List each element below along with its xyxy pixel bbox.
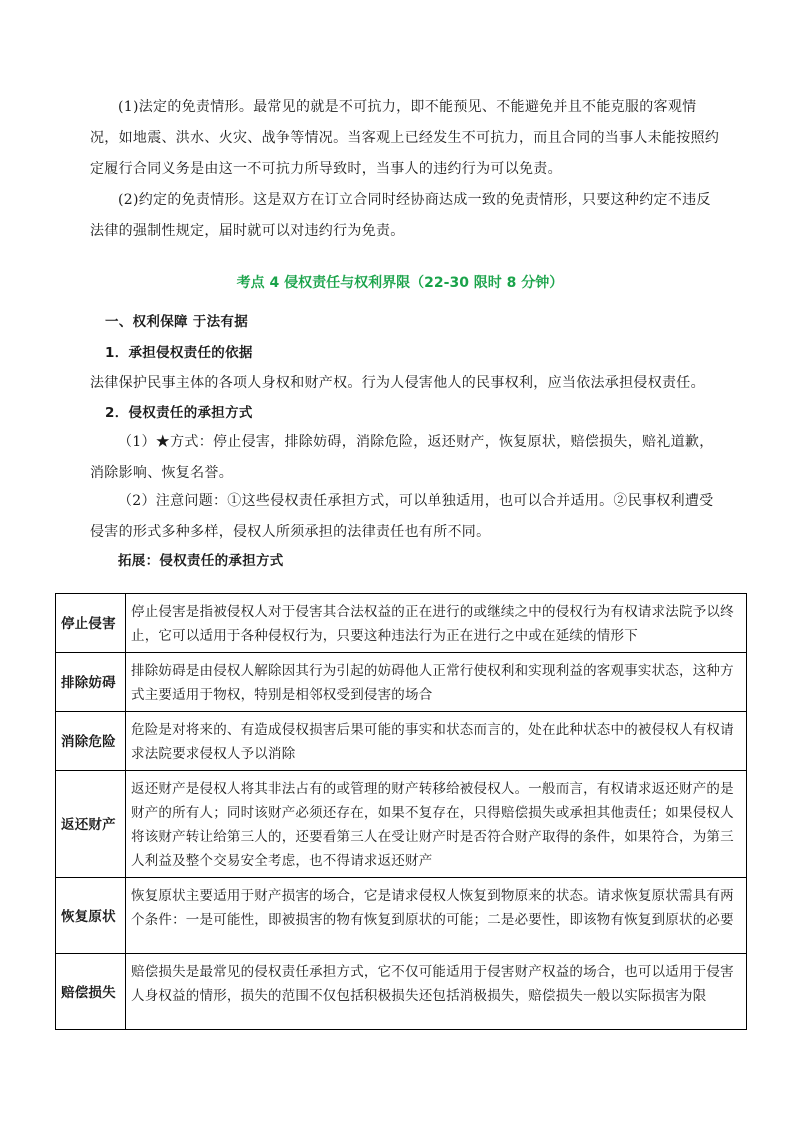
- method-name-cell: 恢复原状: [56, 878, 126, 954]
- heading-rights-protection: 一、权利保障 于法有据: [105, 314, 248, 330]
- table-row: [56, 878, 747, 954]
- method-desc-cell: 排除妨碍是由侵权人解除因其行为引起的妨碍他人正常行使权利和实现利益的客观事实状态，这种方式主要适用于物权，特别是相邻权受到侵害的场合: [126, 653, 747, 712]
- method-name-cell: 消除危险: [56, 712, 126, 771]
- method-name-cell: 赔偿损失: [56, 954, 126, 1030]
- table-row: [56, 954, 747, 1030]
- paragraph-agreed-exemption: (2)约定的免责情形。这是双方在订立合同时经协商达成一致的免责情形，只要这种约定不违反法律的强制性规定，届时就可以对违约行为免责。: [90, 192, 711, 239]
- method-name-cell: 排除妨碍: [56, 653, 126, 712]
- liability-methods-table: [55, 593, 747, 1030]
- section-title: 考点 4 侵权责任与权利界限（22-30 限时 8 分钟）: [236, 275, 564, 291]
- method-name-cell: 停止侵害: [56, 594, 126, 653]
- method-desc-cell: 赔偿损失是最常见的侵权责任承担方式，它不仅可能适用于侵害财产权益的场合，也可以适用于侵害人身权益的情形，损失的范围不仅包括积极损失还包括消极损失，赔偿损失一般以实际损害为限: [126, 954, 747, 1030]
- heading-methods: 2．侵权责任的承担方式: [105, 405, 253, 421]
- table-row: [56, 594, 747, 653]
- method-name-cell: 返还财产: [56, 771, 126, 878]
- text-basis: 法律保护民事主体的各项人身权和财产权。行为人侵害他人的民事权利，应当依法承担侵权责任。: [90, 375, 705, 391]
- table-row: [56, 653, 747, 712]
- method-desc-cell: 危险是对将来的、有造成侵权损害后果可能的事实和状态而言的，处在此种状态中的被侵权人有权请求法院要求侵权人予以消除: [126, 712, 747, 771]
- heading-basis: 1．承担侵权责任的依据: [105, 345, 253, 361]
- method-desc-cell: 恢复原状主要适用于财产损害的场合，它是请求侵权人恢复到物原来的状态。请求恢复原状需具有两个条件：一是可能性，即被损害的物有恢复到原状的可能；二是必要性，即该物有恢复到原状的必要: [126, 878, 747, 954]
- paragraph-notes: （2）注意问题：①这些侵权责任承担方式，可以单独适用，也可以合并适用。②民事权利遭受侵害的形式多种多样，侵权人所须承担的法律责任也有所不同。: [90, 493, 714, 540]
- table-row: [56, 771, 747, 878]
- heading-extension: 拓展：侵权责任的承担方式: [118, 553, 284, 569]
- method-desc-cell: 返还财产是侵权人将其非法占有的或管理的财产转移给被侵权人。一般而言，有权请求返还财产的是财产的所有人；同时该财产必须还存在，如果不复存在，只得赔偿损失或承担其他责任；如果侵权人将该财产转让给第三人的，还要看第三人在受让财产时是否符合财产取得的条件，如果符合，为第三人利益及整个交易安全考虑，也不得请求返还财产: [126, 771, 747, 878]
- paragraph-statutory-exemption: (1)法定的免责情形。最常见的就是不可抗力，即不能预见、不能避免并且不能克服的客观情况，如地震、洪水、火灾、战争等情况。当客观上已经发生不可抗力，而且合同的当事人未能按照约定履行合同义务是由这一不可抗力所导致时，当事人的违约行为可以免责。: [90, 99, 720, 177]
- table-row: [56, 712, 747, 771]
- method-desc-cell: 停止侵害是指被侵权人对于侵害其合法权益的正在进行的或继续之中的侵权行为有权请求法院予以终止，它可以适用于各种侵权行为，只要这种违法行为正在进行之中或在延续的情形下: [126, 594, 747, 653]
- paragraph-methods-list: （1）★方式：停止侵害，排除妨碍，消除危险，返还财产，恢复原状，赔偿损失，赔礼道歉，消除影响、恢复名誉。: [90, 434, 714, 481]
